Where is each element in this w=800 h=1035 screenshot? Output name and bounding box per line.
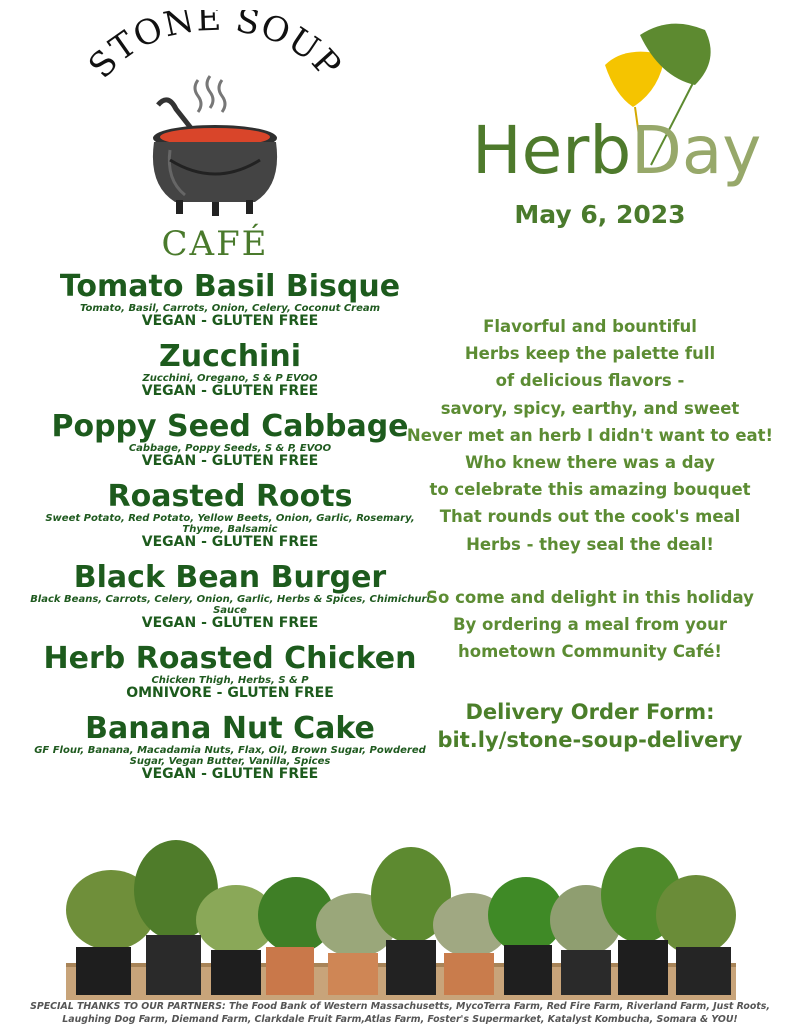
menu-item-name: Zucchini [159, 339, 301, 374]
delivery-order [395, 698, 785, 754]
menu-item-ingredients: GF Flour, Banana, Macadamia Nuts, Flax, Oil, Brown Sugar, Powdered Sugar, Vegan Butter, Vanilla, Spices [34, 745, 426, 767]
potted-herbs-illustration [66, 835, 736, 1000]
poem-line: So come and delight in this holiday [426, 587, 754, 607]
menu-item [20, 561, 440, 631]
menu-item-ingredients: Sweet Potato, Red Potato, Yellow Beets, Onion, Garlic, Rosemary, Thyme, Balsamic [45, 513, 415, 535]
menu-item [20, 340, 440, 399]
menu-item-diet: VEGAN - GLUTEN FREE [141, 615, 319, 631]
ginkgo-leaf-icon [455, 15, 785, 200]
poem-line: By ordering a meal from your [452, 615, 727, 635]
poem-line: hometown Community Café! [458, 642, 722, 662]
menu-item-diet: OMNIVORE - GLUTEN FREE [126, 685, 334, 701]
menu-item-name: Poppy Seed Cabbage [51, 409, 409, 444]
herb-poem [395, 313, 785, 665]
menu-item-ingredients: Cabbage, Poppy Seeds, S & P, EVOO [128, 443, 332, 454]
menu-item-ingredients: Zucchini, Oregano, S & P EVOO [142, 373, 318, 384]
partners-thanks: SPECIAL THANKS TO OUR PARTNERS: The Food Bank of Western Massachusetts, MycoTerra Farm, Red Fire Farm, Riverland Farm, Just Roots, Laughing Dog Farm, Diemand Farm, Clarkdale Fruit Farm,Atlas Farm, Foster's Supermarket, Katalyst Kombucha, Somara & YOU! [30, 1001, 770, 1025]
menu-item-diet: VEGAN - GLUTEN FREE [141, 766, 319, 782]
menu-item-ingredients: Black Beans, Carrots, Celery, Onion, Garlic, Herbs & Spices, Chimichuri Sauce [30, 594, 430, 616]
menu-item [20, 410, 440, 469]
poem-line: to celebrate this amazing bouquet [429, 480, 751, 500]
menu-item-name: Tomato Basil Bisque [59, 269, 401, 304]
logo-day-word: Day [631, 112, 762, 189]
poem-line: Who knew there was a day [465, 453, 715, 473]
poem-line: Herbs keep the palette full [464, 344, 716, 364]
menu-item-diet: VEGAN - GLUTEN FREE [141, 534, 319, 550]
menu-item-ingredients: Tomato, Basil, Carrots, Onion, Celery, Coconut Cream [79, 303, 381, 314]
menu-item [20, 270, 440, 329]
logo-herb-word: Herb [472, 112, 632, 189]
svg-text:STONE SOUP [81, 10, 349, 86]
poem-line: That rounds out the cook's meal [439, 507, 741, 527]
menu-item-name: Roasted Roots [107, 479, 353, 514]
herb-day-logo [455, 15, 785, 200]
poem-line: Never met an herb I didn't want to eat! [406, 425, 774, 445]
poem-line: savory, spicy, earthy, and sweet [440, 398, 740, 418]
logo-cafe-text: CAFÉ [161, 224, 269, 260]
menu-item-name: Banana Nut Cake [85, 711, 375, 746]
poem-line: of delicious flavors - [495, 371, 685, 391]
menu-item-diet: VEGAN - GLUTEN FREE [141, 453, 319, 469]
menu-item-ingredients: Chicken Thigh, Herbs, S & P [151, 675, 309, 686]
menu-item-diet: VEGAN - GLUTEN FREE [141, 383, 319, 399]
menu-item [20, 642, 440, 701]
soup-pot-icon [70, 10, 360, 260]
menu-list [20, 270, 440, 793]
poem-line: Flavorful and bountiful [483, 317, 697, 336]
order-label: Delivery Order Form: [465, 700, 715, 724]
menu-item-diet: VEGAN - GLUTEN FREE [141, 313, 319, 329]
menu-item-name: Black Bean Burger [73, 560, 387, 595]
poem-line: Herbs - they seal the deal! [466, 534, 714, 554]
menu-item [20, 480, 440, 550]
event-date: May 6, 2023 [514, 200, 686, 229]
menu-item-name: Herb Roasted Chicken [43, 641, 417, 676]
order-link[interactable]: bit.ly/stone-soup-delivery [437, 728, 743, 752]
potted-herbs-image [66, 835, 736, 1000]
logo-top-text: STONE SOUP [80, 10, 350, 87]
menu-item [20, 712, 440, 782]
stone-soup-cafe-logo [70, 10, 360, 260]
